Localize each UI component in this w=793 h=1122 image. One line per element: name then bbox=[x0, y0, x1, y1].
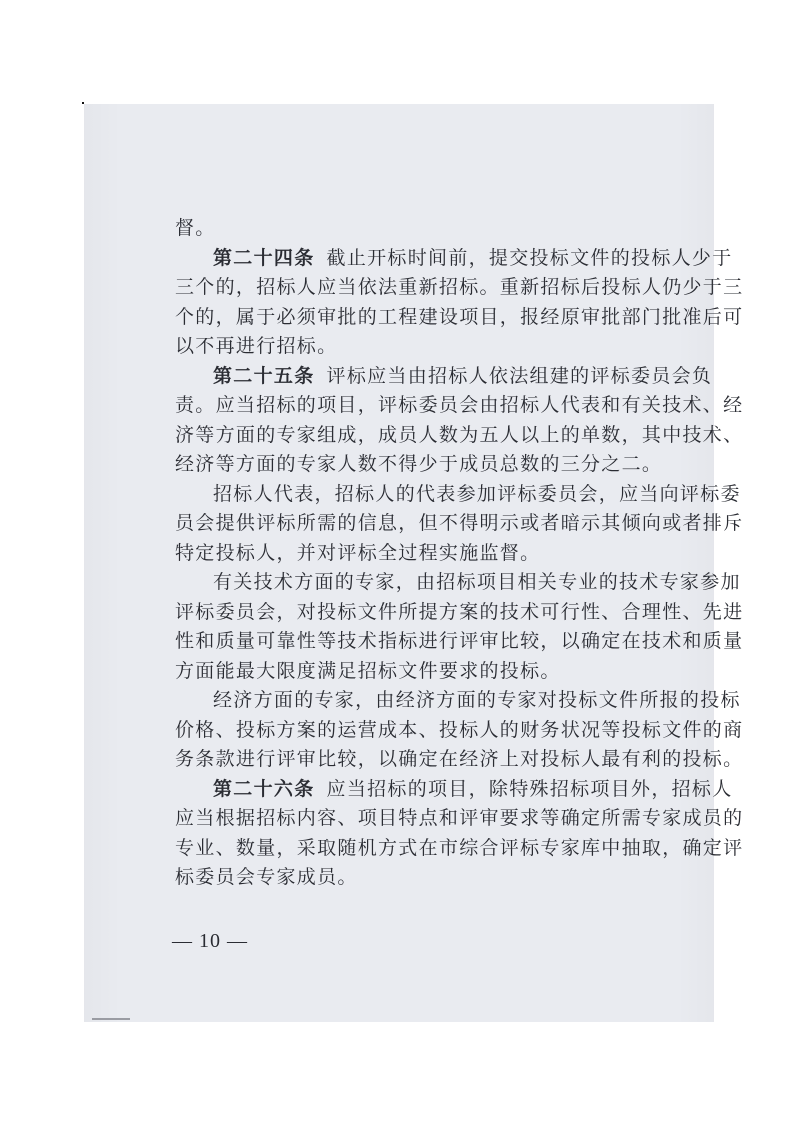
line-text: 价格、投标方案的运营成本、投标人的财务状况等投标文件的商 bbox=[175, 718, 744, 741]
article-heading: 第二十五条 bbox=[213, 364, 315, 387]
line-text: 方面能最大限度满足招标文件要求的投标。 bbox=[175, 659, 561, 682]
text-line bbox=[175, 480, 741, 510]
text-line bbox=[175, 745, 744, 775]
line-text: 经济方面的专家，由经济方面的专家对投标文件所报的投标 bbox=[213, 689, 741, 711]
line-text: 经济等方面的专家人数不得少于成员总数的三分之二。 bbox=[175, 453, 663, 475]
line-text: 评标委员会，对投标文件所提方案的技术可行性、合理性、先进 bbox=[175, 600, 744, 623]
article-heading: 第二十六条 bbox=[213, 777, 315, 800]
text-line bbox=[175, 834, 744, 864]
line-text: 应当招标的项目，除特殊招标项目外，招标人 bbox=[326, 777, 733, 800]
text-line bbox=[175, 804, 744, 834]
line-text: 标委员会专家成员。 bbox=[175, 866, 358, 888]
text-line bbox=[175, 391, 744, 421]
scan-edge-mark bbox=[92, 1018, 130, 1020]
text-line bbox=[175, 568, 741, 598]
line-text: 三个的，招标人应当依法重新招标。重新招标后投标人仍少于三 bbox=[175, 276, 744, 298]
text-line bbox=[175, 657, 655, 687]
text-line bbox=[175, 332, 655, 362]
line-text: 应当根据招标内容、项目特点和评审要求等确定所需专家成员的 bbox=[175, 807, 744, 829]
document-body bbox=[175, 214, 744, 893]
line-text: 责。应当招标的项目，评标委员会由招标人代表和有关技术、经 bbox=[175, 394, 744, 416]
line-text: 评标应当由招标人依法组建的评标委员会负 bbox=[326, 364, 713, 387]
line-text: 督。 bbox=[175, 217, 216, 239]
text-line bbox=[175, 421, 744, 451]
line-text: 专业、数量，采取随机方式在市综合评标专家库中抽取，确定评 bbox=[175, 836, 744, 859]
line-text: 个的，属于必须审批的工程建设项目，报经原审批部门批准后可 bbox=[175, 305, 744, 328]
article-line bbox=[175, 362, 713, 392]
line-text: 以不再进行招标。 bbox=[175, 335, 338, 357]
text-line bbox=[175, 863, 655, 893]
line-text: 特定投标人，并对评标全过程实施监督。 bbox=[175, 541, 541, 564]
page-number: — 10 — bbox=[172, 930, 248, 952]
text-line bbox=[175, 509, 744, 539]
text-line bbox=[175, 214, 655, 244]
text-line bbox=[175, 303, 744, 333]
text-line bbox=[175, 598, 744, 628]
line-text: 济等方面的专家组成，成员人数为五人以上的单数，其中技术、 bbox=[175, 423, 744, 446]
article-heading: 第二十四条 bbox=[213, 246, 315, 269]
text-line bbox=[175, 716, 744, 746]
text-line bbox=[175, 273, 744, 303]
text-line bbox=[175, 539, 655, 569]
line-text: 截止开标时间前，提交投标文件的投标人少于 bbox=[326, 246, 733, 269]
text-line bbox=[175, 450, 663, 480]
text-line bbox=[175, 627, 744, 657]
text-line bbox=[175, 686, 741, 716]
article-line bbox=[175, 244, 733, 274]
line-text: 招标人代表，招标人的代表参加评标委员会，应当向评标委 bbox=[213, 482, 741, 505]
article-line bbox=[175, 775, 733, 805]
line-text: 性和质量可靠性等技术指标进行评审比较，以确定在技术和质量 bbox=[175, 630, 744, 652]
line-text: 有关技术方面的专家，由招标项目相关专业的技术专家参加 bbox=[213, 571, 741, 593]
line-text: 员会提供评标所需的信息，但不得明示或者暗示其倾向或者排斥 bbox=[175, 512, 744, 534]
line-text: 务条款进行评审比较，以确定在经济上对投标人最有利的投标。 bbox=[175, 748, 744, 770]
